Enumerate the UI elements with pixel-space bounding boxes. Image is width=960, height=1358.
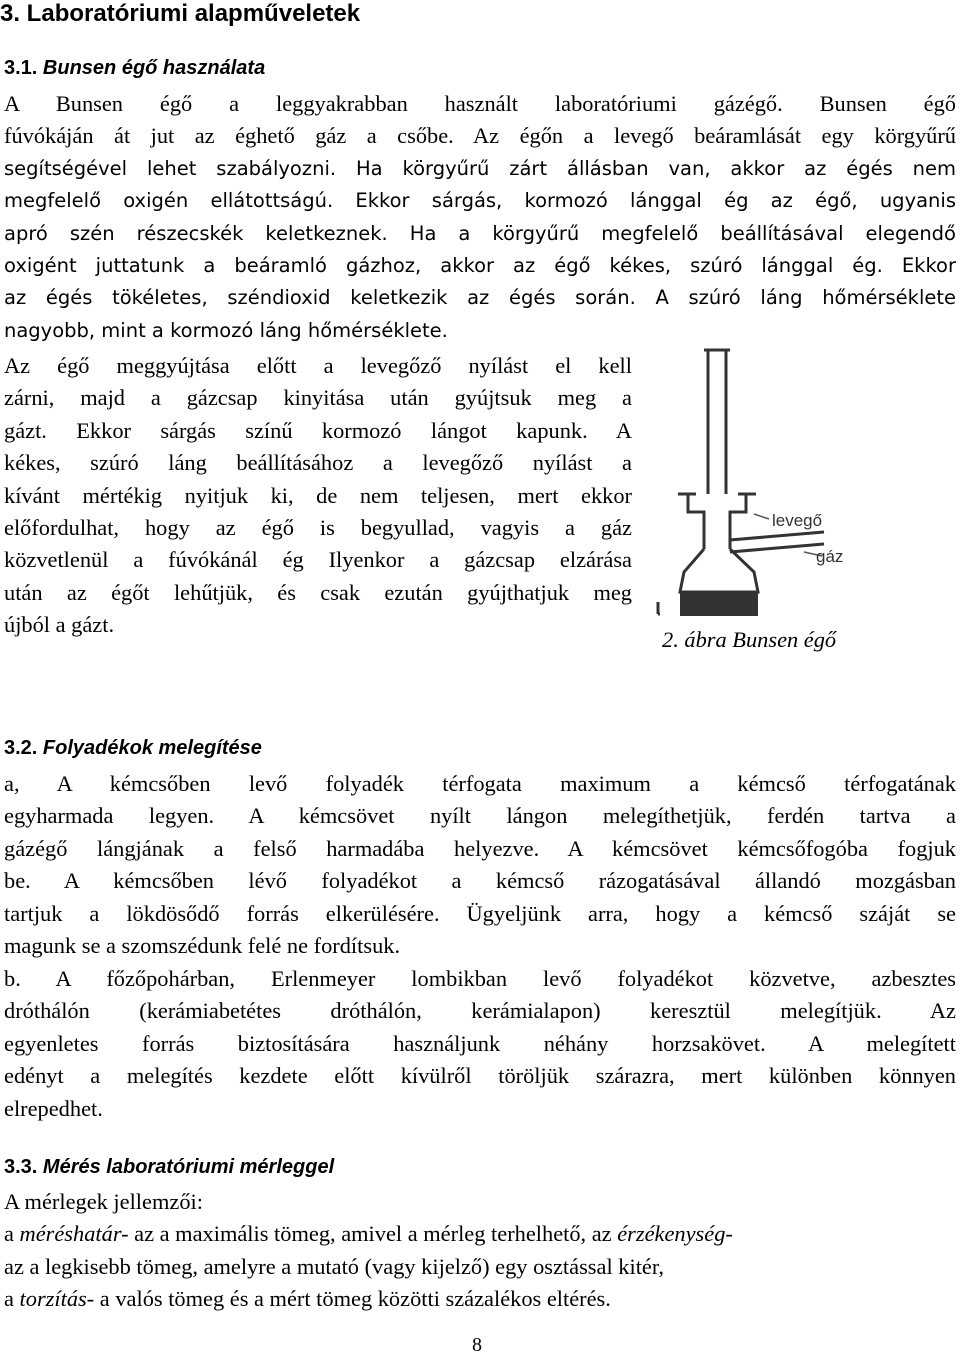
figure-caption: 2. ábra Bunsen égő [662,627,837,652]
text-line: nagyobb, mint a kormozó láng hőmérséklete. [4,318,448,342]
paragraph-bunsen-intro [4,88,956,347]
text-line: kékes, szúró láng beállításához a levegőző nyílást a [4,450,632,476]
section-number: 3.1. [4,57,38,79]
text-line: közvetlenül a fúvókánál ég Ilyenkor a gázcsap elzárása [4,547,632,573]
paragraph-balance [4,1186,956,1316]
text-line [4,1283,956,1315]
text-fragment: a [4,1286,20,1312]
bunsen-burner-figure [654,344,924,619]
text-line: be. A kémcsőben lévő folyadékot a kémcső rázogatásával állandó mozgásban [4,868,956,894]
text-line: gázégő lángjának a felső harmadába helyezve. A kémcsövet kémcsőfogóba fogjuk [4,835,956,861]
section-heading-3-1 [4,56,265,80]
paragraph-heating-b [4,963,956,1125]
chapter-title: 3. Laboratóriumi alapműveletek [0,0,361,27]
text-line: gázt. Ekkor sárgás színű kormozó lángot kapunk. A [4,417,632,443]
burner-base [680,592,758,616]
collar-right [730,494,746,524]
text-line: edényt a melegítés kezdete előtt kívülről töröljük szárazra, mert különben könnyen [4,1063,956,1089]
text-line: kívánt mértékig nyitjuk ki, de nem teljesen, mert ekkor [4,482,632,508]
gas-label: gáz [816,547,844,566]
text-line: elrepedhet. [4,1095,103,1121]
text-line: előfordulhat, hogy az égő is begyullad, vagyis a gáz [4,515,632,541]
text-line: segítségével lehet szabályozni. Ha körgyűrű zárt állásban van, akkor az égés nem [4,156,956,180]
text-line: az a legkisebb tömeg, amelyre a mutató (vagy kijelző) egy osztással kitér, [4,1253,665,1279]
section-title: Mérés laboratóriumi mérleggel [42,1156,335,1178]
section-title: Bunsen égő használata [42,57,266,79]
section-number: 3.3. [4,1156,38,1178]
text-fragment: a valós tömeg és a mért tömeg közötti százalékos eltérés. [94,1286,611,1312]
text-line: tartjuk a lökdösődő forrás elkerülésére. Ügyeljünk arra, hogy a kémcső száját se [4,900,956,926]
term-range: méréshatár- [19,1221,129,1247]
paragraph-bunsen-lighting [4,350,632,642]
term-distortion: torzítás- [19,1286,95,1312]
text-line: b. A főzőpohárban, Erlenmeyer lombikban levő folyadékot közvetve, azbesztes [4,966,956,991]
page-number: 8 [472,1334,482,1356]
collar-left [688,494,704,524]
text-fragment: az a maximális tömeg, amivel a mérleg terhelhető, az [128,1221,618,1247]
text-line [4,1218,956,1250]
text-line: után az égőt lehűtjük, és csak ezután gyújthatjuk meg [4,579,632,605]
text-line: újból a gázt. [4,612,115,638]
text-line: magunk se a szomszédunk felé ne fordítsuk. [4,933,401,959]
text-line: A Bunsen égő a leggyakrabban használt laboratóriumi gázégő. Bunsen égő [4,91,956,116]
text-line: egyenletes forrás biztosítására használjunk néhány horzsakövet. A melegített [4,1030,956,1056]
text-fragment: a [4,1221,20,1247]
section-heading-3-3 [4,1155,334,1179]
text-line: az égés tökéletes, széndioxid keletkezik az égés során. A szúró láng hőmérséklete [4,286,956,310]
term-sensitivity: érzékenység- [617,1221,733,1247]
text-line: dróthálón (kerámiabetétes dróthálón, kerámialapon) keresztül melegítjük. Az [4,998,956,1024]
text-line: a, A kémcsőben levő folyadék térfogata maximum a kémcső térfogatának [4,771,956,796]
text-line: Az égő meggyújtása előtt a levegőző nyílást el kell [4,353,632,378]
text-line: fúvókáján át jut az éghető gáz a csőbe. Az égőn a levegő beáramlását egy körgyűrű [4,123,956,149]
air-label: levegő [772,511,823,530]
leader-air [754,514,769,519]
section-title: Folyadékok melegítése [42,737,262,759]
section-heading-3-2 [4,736,262,760]
text-line: egyharmada legyen. A kémcsövet nyílt lángon melegíthetjük, ferdén tartva a [4,803,956,829]
paragraph-heating-a [4,768,956,962]
text-line: oxigént juttatunk a beáramló gázhoz, akkor az égő kékes, szúró lánggal ég. Ekkor [4,254,956,278]
section-number: 3.2. [4,737,38,759]
text-line: apró szén részecskék keletkeznek. Ha a körgyűrű megfelelő beállításával elegendő [4,221,956,245]
text-line: A mérlegek jellemzői: [4,1189,203,1214]
text-line: megfelelő oxigén ellátottságú. Ekkor sárgás, kormozó lánggal ég az égő, ugyanis [4,189,956,213]
text-line: zárni, majd a gázcsap kinyitása után gyújtsuk meg a [4,385,632,411]
